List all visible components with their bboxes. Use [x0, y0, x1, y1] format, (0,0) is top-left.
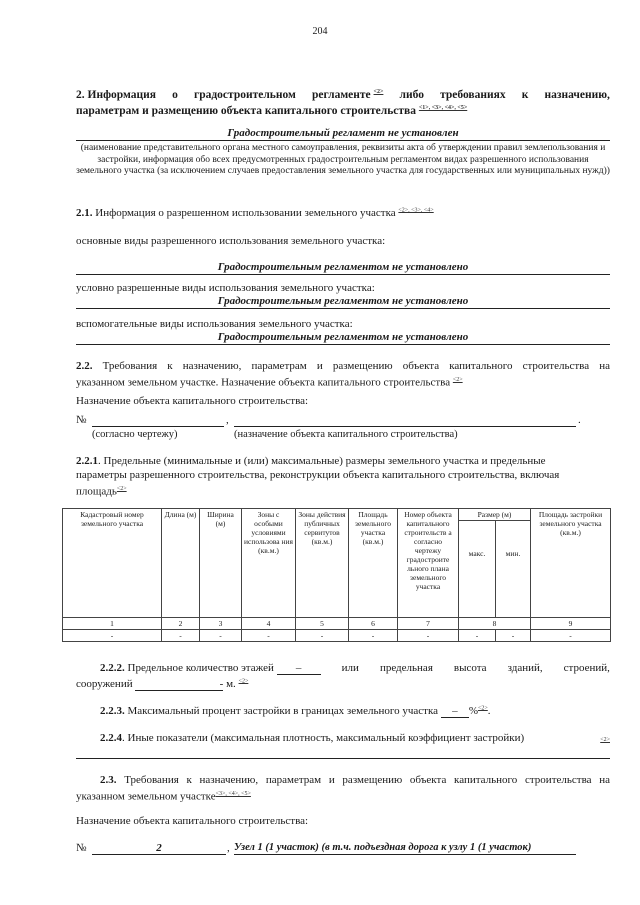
- col-number: 7: [398, 618, 459, 630]
- table-number-row: [63, 618, 611, 630]
- header-building-area: Площадь застройки земельного участка (кв.м.): [531, 509, 611, 618]
- footnote-ref: <2>: [373, 89, 384, 95]
- other-indicators-text: . Иные показатели (максимальная плотность, максимальный коэффициент застройки): [122, 732, 525, 744]
- section-2-2-line1: [76, 359, 610, 373]
- caption-drawing: (согласно чертежу): [92, 429, 178, 440]
- caption-purpose: (назначение объекта капитального строительства): [234, 429, 458, 440]
- num-sign-1: №: [76, 414, 87, 426]
- table-row: [63, 630, 611, 642]
- table-cell: -: [63, 630, 162, 642]
- height-word-1: предельная: [379, 662, 433, 674]
- table-cell: -: [459, 630, 496, 642]
- period-2: .: [487, 705, 491, 717]
- table-cell: -: [496, 630, 531, 642]
- footnote-ref: <1>, <3>, <4>, <5>: [418, 104, 468, 111]
- section-2-2-4: [100, 732, 610, 744]
- section-2-3: [76, 773, 610, 804]
- auxiliary-uses-value: Градостроительным регламентом не установлено: [76, 331, 610, 345]
- section-2-3-text1: Требования к назначению, параметрам и размещению объекта капитального строительства на: [124, 774, 610, 786]
- col-number: 1: [63, 618, 162, 630]
- section-2-1-title: [76, 207, 610, 219]
- header-min: мин.: [496, 521, 531, 618]
- col-number: 3: [200, 618, 242, 630]
- floors-value: –: [277, 662, 321, 675]
- parameters-table: [62, 508, 611, 642]
- table-cell: -: [200, 630, 242, 642]
- heading-word-3: градостроительном: [193, 88, 296, 101]
- floors-group: [100, 662, 321, 675]
- table-cell: -: [531, 630, 611, 642]
- comma-2: ,: [227, 842, 230, 854]
- table-cell: -: [398, 630, 459, 642]
- object-purpose-field: [234, 426, 576, 427]
- page-number: 204: [312, 26, 328, 37]
- height-word-3: зданий,: [507, 662, 543, 674]
- floors-label: Предельное количество этажей: [127, 662, 274, 674]
- table-cell: -: [349, 630, 398, 642]
- section-2-2-text1: Требования к назначению, параметрам и размещению объекта капитального строительства на: [102, 360, 610, 372]
- section-2-heading-line2: [76, 102, 610, 118]
- footnote-ref: <3>, <4>, <5>: [215, 791, 251, 797]
- regulation-value: Градостроительный регламент не установлен: [76, 127, 610, 141]
- object-name-field: Узел 1 (1 участок) (в т.ч. подъездная дорога к узлу 1 (1 участок): [234, 842, 576, 855]
- table-cell: -: [296, 630, 349, 642]
- section-2-3-text2: указанном земельном участке: [76, 790, 216, 803]
- height-word-4: строений,: [563, 662, 610, 674]
- header-plot-area: Площадь земельного участка (кв.м.): [349, 509, 398, 618]
- heading-word-2: о: [172, 88, 178, 101]
- heading-word-6: требованиях: [440, 88, 506, 101]
- section-2-2-2-line2: [76, 678, 610, 691]
- header-object-number: Номер объекта капитального строительств а согласно чертежу градостроите льного плана земельного участка: [398, 509, 459, 618]
- footnote-ref: <2>: [477, 705, 488, 712]
- col-number: 9: [531, 618, 611, 630]
- footnote-ref: <2>: [116, 486, 127, 492]
- section-2-heading: [76, 86, 610, 118]
- height-word-2: высота: [453, 662, 487, 674]
- section-2-heading-line1: [76, 86, 610, 102]
- section-2-3-number: 2.3.: [100, 774, 117, 786]
- coverage-unit: %: [468, 705, 478, 717]
- comma-1: ,: [226, 414, 229, 426]
- section-2-2-1-text2: параметры разрешенного строительства, реконструкции объекта капитального строительства, включая: [76, 469, 560, 481]
- section-2-2-1-text1: . Предельные (минимальные и (или) максимальные) размеры земельного участка и предельные: [98, 455, 546, 467]
- section-2-2-4-text-wrap: [100, 732, 524, 744]
- header-size: Размер (м): [459, 509, 531, 521]
- conditional-uses-value: Градостроительным регламентом не установлено: [76, 295, 610, 309]
- section-2-2-line2: [76, 373, 610, 390]
- regulation-caption: (наименование представительного органа местного самоуправления, реквизиты акта об утверждении правил землепользования и застройки, информация обо всех предусмотренных градостроительным регламентом видах разрешенного использования земельного участка (за исключением случаев предоставления земельного участка для государственных или муниципальных нужд)): [76, 143, 610, 176]
- other-indicators-field: [76, 758, 610, 759]
- object-number-field: 2: [92, 842, 226, 855]
- footnote-ref: <2>, <3>, <4>: [398, 207, 434, 214]
- header-special-zones: Зоны с особыми условиями использова ния (кв.м.): [242, 509, 296, 618]
- section-2-3-line1: [76, 773, 610, 787]
- section-2-2-1-line3: [76, 482, 610, 499]
- heading-word-8: назначению,: [544, 88, 610, 101]
- height-value: -: [135, 678, 223, 691]
- or-word: или: [341, 662, 359, 674]
- conditional-uses-label: условно разрешенные виды использования земельного участка:: [76, 282, 375, 294]
- section-2-2-number: 2.2.: [76, 360, 93, 372]
- header-length: Длина (м): [162, 509, 200, 618]
- header-cadastral: Кадастровый номер земельного участка: [63, 509, 162, 618]
- purpose-label-1: Назначение объекта капитального строительства:: [76, 395, 309, 407]
- table-header-row: [63, 509, 611, 521]
- heading-word-4: регламенте: [312, 88, 371, 101]
- section-2-2-text2: указанном земельном участке. Назначение объекта капитального строительства: [76, 376, 451, 389]
- footnote-ref: <2>: [452, 377, 463, 383]
- basic-uses-value: Градостроительным регламентом не установлено: [76, 261, 610, 275]
- heading-word-1: Информация: [87, 88, 156, 101]
- col-number: 2: [162, 618, 200, 630]
- col-number: 6: [349, 618, 398, 630]
- section-2-2-1-text3: площадь: [76, 485, 117, 498]
- height-unit: м.: [226, 678, 236, 690]
- heading-word-7: к: [521, 88, 529, 101]
- section-2-2-4-number: 2.2.4: [100, 732, 122, 744]
- section-2-2-3: [100, 705, 610, 718]
- coverage-label: Максимальный процент застройки в границах земельного участка: [127, 705, 439, 717]
- col-number: 5: [296, 618, 349, 630]
- coverage-value: –: [441, 705, 469, 718]
- section-2-2-1: [76, 454, 610, 499]
- section-2-2-1-number: 2.2.1: [76, 455, 98, 467]
- col-number: 4: [242, 618, 296, 630]
- footnote-ref: <2>: [600, 737, 610, 743]
- structures-label: сооружений: [76, 678, 133, 690]
- header-width: Ширина (м): [200, 509, 242, 618]
- table-cell: -: [162, 630, 200, 642]
- section-2-2-1-line1: [76, 454, 610, 468]
- table-cell: -: [242, 630, 296, 642]
- num-sign-2: №: [76, 842, 87, 854]
- drawing-number-field: [92, 426, 224, 427]
- section-2-2-2-line1: [100, 662, 610, 675]
- heading-word-4-wrap: [312, 86, 383, 102]
- section-2-2-2-number: 2.2.2.: [100, 662, 125, 674]
- purpose-label-2: Назначение объекта капитального строительства:: [76, 815, 309, 827]
- section-2-3-line2: [76, 787, 610, 804]
- heading-word-5: либо: [399, 88, 424, 101]
- period-1: .: [578, 414, 581, 426]
- section-2-number: 2.: [76, 88, 85, 101]
- col-number: 8: [459, 618, 531, 630]
- heading-word: [76, 89, 156, 102]
- heading-line2-text: параметрам и размещению объекта капитального строительства: [76, 104, 417, 117]
- section-2-2: [76, 359, 610, 390]
- header-servitudes: Зоны действия публичных сервитутов (кв.м.): [296, 509, 349, 618]
- header-max: макс.: [459, 521, 496, 618]
- auxiliary-uses-label: вспомогательные виды использования земельного участка:: [76, 318, 353, 330]
- footnote-ref: <2>: [238, 678, 249, 685]
- section-2-2-3-number: 2.2.3.: [100, 705, 125, 717]
- section-2-1-text: Информация о разрешенном использовании земельного участка: [95, 207, 396, 219]
- basic-uses-label: основные виды разрешенного использования земельного участка:: [76, 235, 386, 247]
- section-2-1-number: 2.1.: [76, 207, 93, 219]
